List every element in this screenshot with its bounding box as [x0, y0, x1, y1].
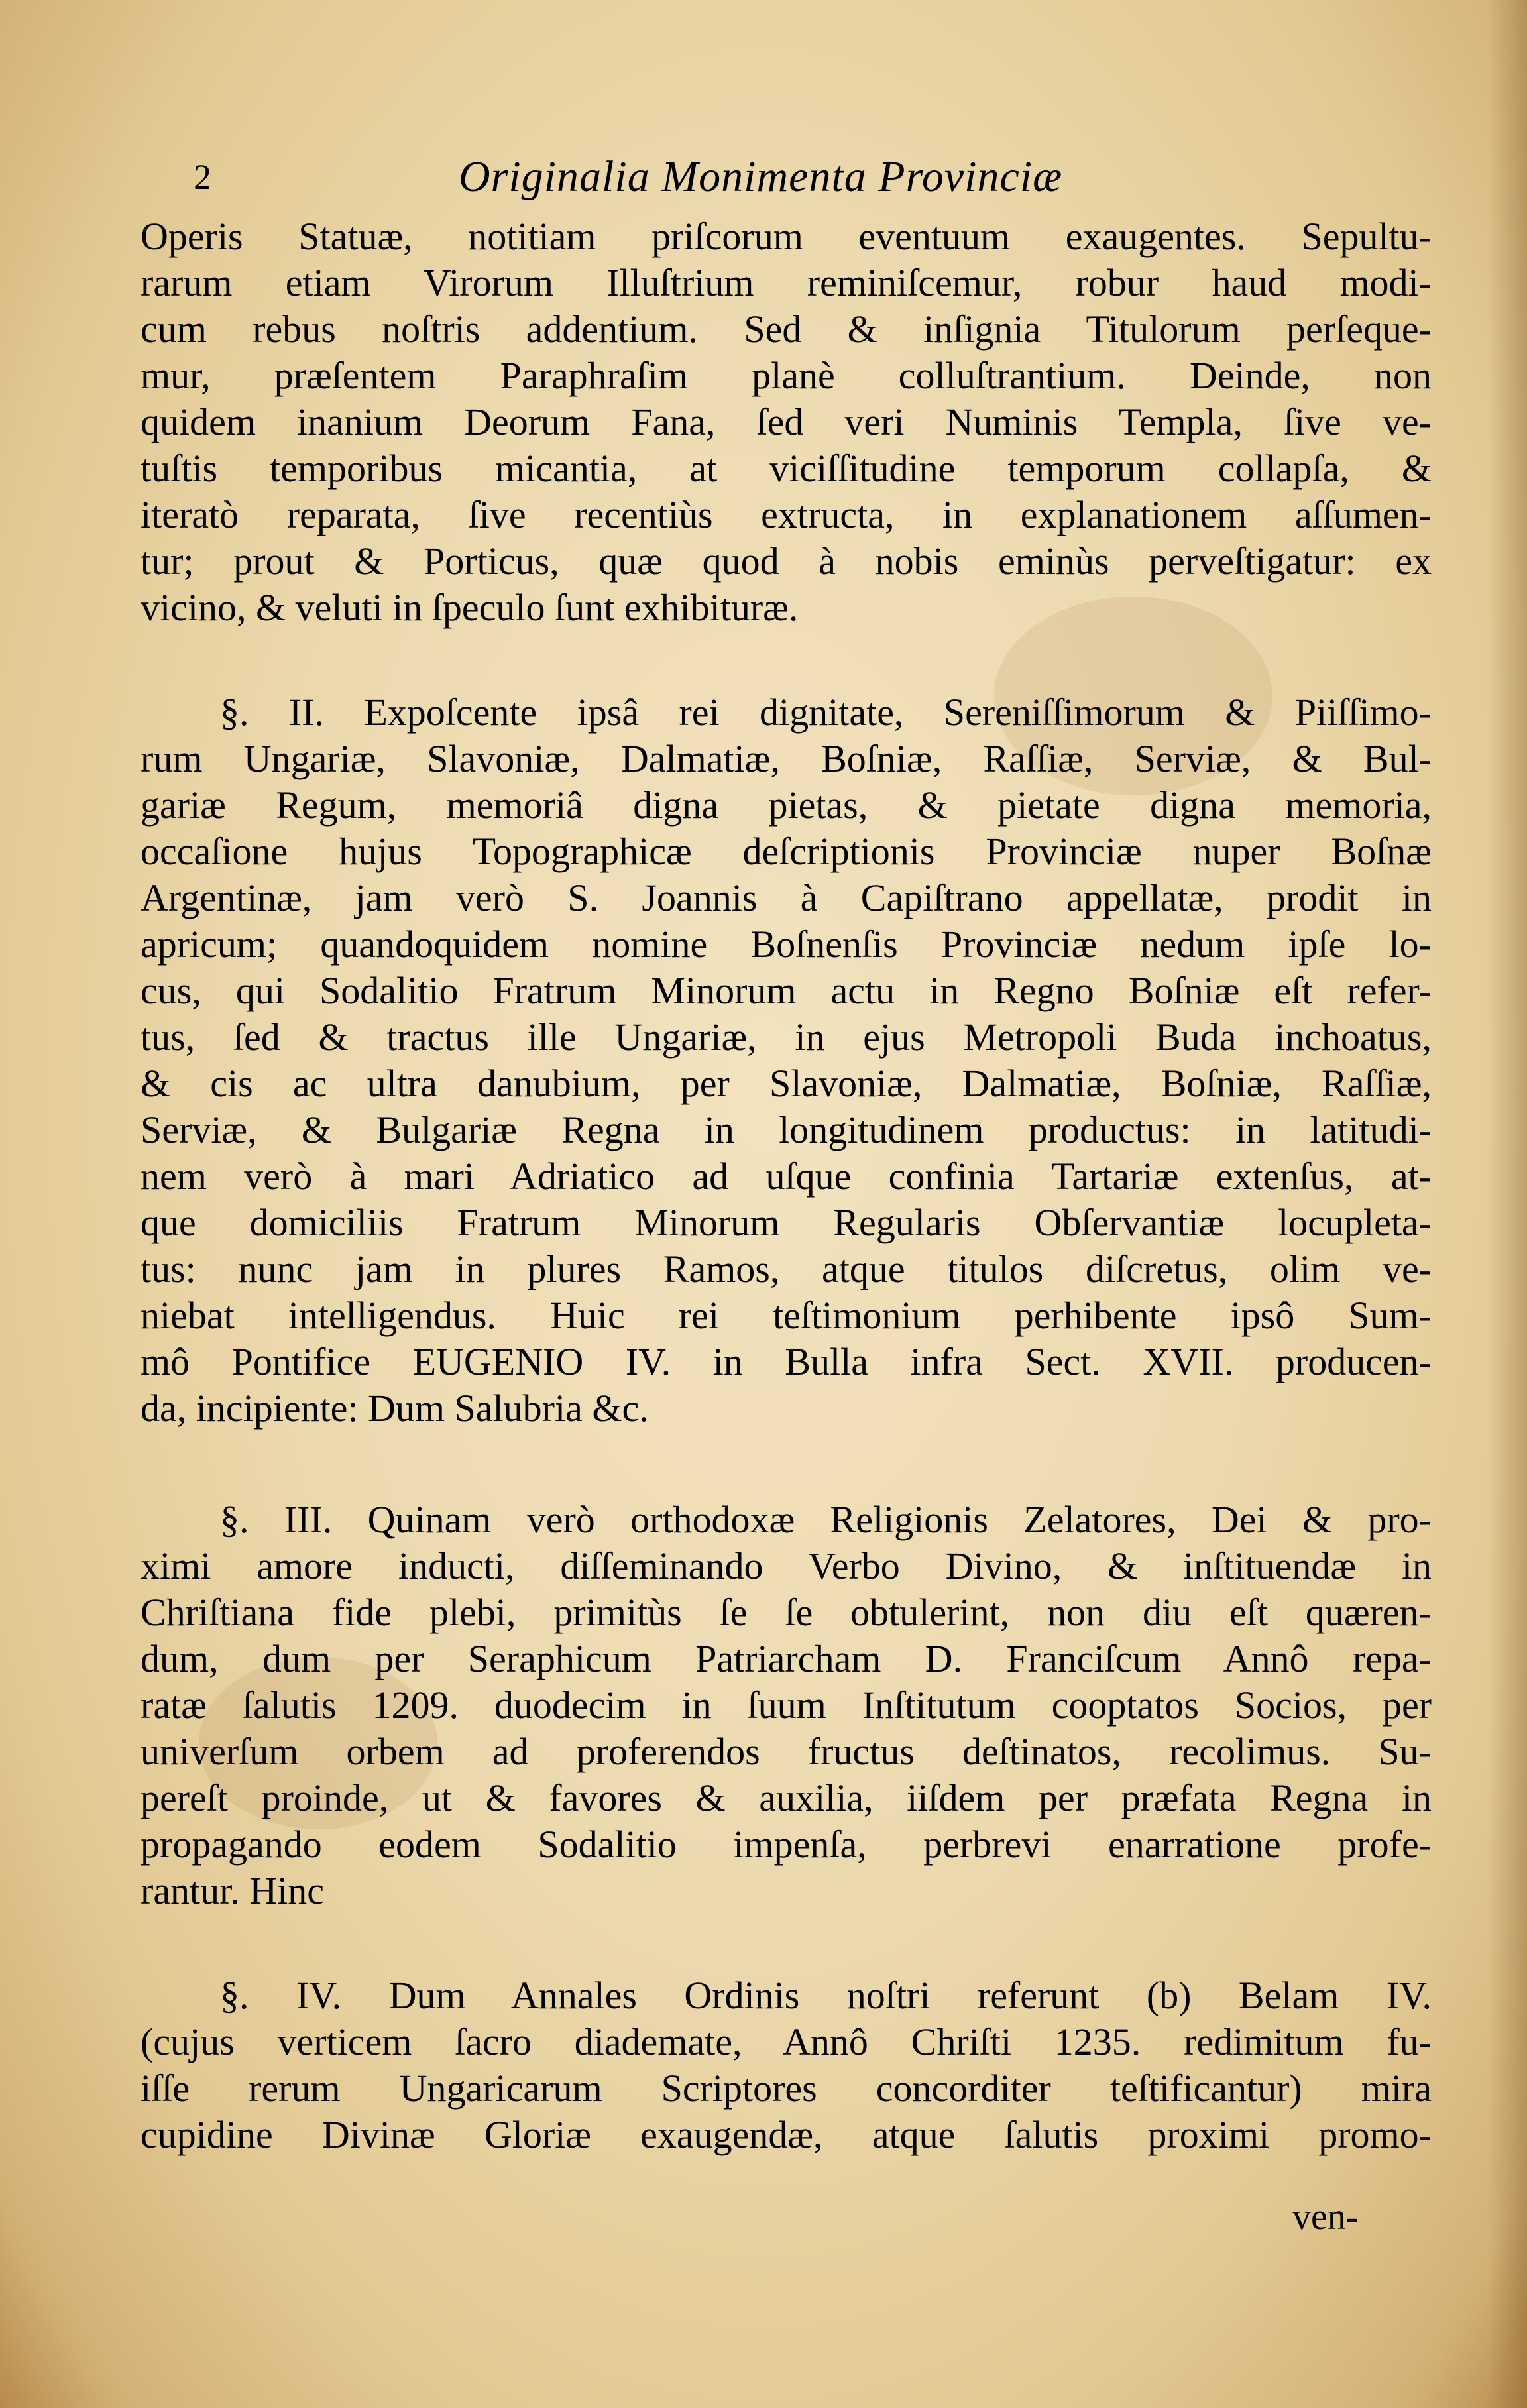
paragraph-1: [141, 213, 1432, 631]
section-ii-paragraph: [141, 689, 1432, 1432]
text-line: cum rebus noſtris addentium. Sed & inſignia Titulorum perſeque-: [141, 308, 1432, 351]
text-line: iteratò reparata, ſive recentiùs extructa, in explanationem aſſumen-: [141, 493, 1432, 536]
text-line: ratæ ſalutis 1209. duodecim in ſuum Inſtitutum cooptatos Socios, per: [141, 1684, 1432, 1727]
text-line: §. III. Quinam verò orthodoxæ Religionis Zelatores, Dei & pro-: [220, 1498, 1432, 1541]
text-line: quidem inanium Deorum Fana, ſed veri Numinis Templa, ſive ve-: [141, 400, 1432, 443]
page-edge-shadow: [1487, 0, 1527, 2408]
text-line: rarum etiam Virorum Illuſtrium reminiſcemur, robur haud modi-: [141, 261, 1432, 304]
text-line: mur, præſentem Paraphraſim planè colluſtrantium. Deinde, non: [141, 354, 1432, 397]
text-line: Argentinæ, jam verò S. Joannis à Capiſtrano appellatæ, prodit in: [141, 876, 1432, 919]
text-line: rum Ungariæ, Slavoniæ, Dalmatiæ, Boſniæ, Raſſiæ, Serviæ, & Bul-: [141, 737, 1432, 780]
text-line: tuſtis temporibus micantia, at viciſſitudine temporum collapſa, &: [141, 447, 1432, 490]
text-line: univerſum orbem ad proferendos fructus deſtinatos, recolimus. Su-: [141, 1730, 1432, 1773]
page-number: 2: [194, 157, 211, 197]
text-line: apricum; quandoquidem nomine Boſnenſis Provinciæ nedum ipſe lo-: [141, 923, 1432, 966]
running-head: Originalia Monimenta Provinciæ: [459, 152, 1063, 201]
text-line: rantur. Hinc: [141, 1869, 325, 1912]
text-line: §. II. Expoſcente ipsâ rei dignitate, Sereniſſimorum & Piiſſimo-: [220, 691, 1432, 734]
text-line: occaſione hujus Topographicæ deſcriptionis Provinciæ nuper Boſnæ: [141, 830, 1432, 873]
text-line: nem verò à mari Adriatico ad uſque confinia Tartariæ extenſus, at-: [141, 1155, 1432, 1198]
section-iii-paragraph: [141, 1497, 1432, 1914]
text-line: gariæ Regum, memoriâ digna pietas, & pietate digna memoria,: [141, 783, 1432, 827]
text-line: propagando eodem Sodalitio impenſa, perbrevi enarratione profe-: [141, 1823, 1432, 1866]
text-line: pereſt proinde, ut & favores & auxilia, iiſdem per præfata Regna in: [141, 1776, 1432, 1819]
text-line: que domiciliis Fratrum Minorum Regularis Obſervantiæ locupleta-: [141, 1201, 1432, 1244]
text-line: mô Pontifice EUGENIO IV. in Bulla infra Sect. XVII. producen-: [141, 1340, 1432, 1383]
text-line: cupidine Divinæ Gloriæ exaugendæ, atque ſalutis proximi promo-: [141, 2113, 1432, 2156]
text-line: tur; prout & Porticus, quæ quod à nobis eminùs perveſtigatur: ex: [141, 540, 1432, 583]
text-line: Operis Statuæ, notitiam priſcorum eventuum exaugentes. Sepultu-: [141, 215, 1432, 258]
catchword: ven-: [1292, 2197, 1359, 2238]
text-line: dum, dum per Seraphicum Patriarcham D. Franciſcum Annô repa-: [141, 1637, 1432, 1680]
text-line: Serviæ, & Bulgariæ Regna in longitudinem productus: in latitudi-: [141, 1108, 1432, 1151]
text-line: Chriſtiana fide plebi, primitùs ſe ſe obtulerint, non diu eſt quæren-: [141, 1591, 1432, 1634]
text-line: vicino, & veluti in ſpeculo ſunt exhibituræ.: [141, 586, 799, 629]
text-line: §. IV. Dum Annales Ordinis noſtri referunt (b) Belam IV.: [220, 1974, 1432, 2017]
text-line: (cujus verticem ſacro diademate, Annô Chriſti 1235. redimitum fu-: [141, 2020, 1432, 2063]
text-line: niebat intelligendus. Huic rei teſtimonium perhibente ipsô Sum-: [141, 1294, 1432, 1337]
page-header: [194, 147, 1386, 207]
text-line: iſſe rerum Ungaricarum Scriptores concorditer teſtificantur) mira: [141, 2067, 1432, 2110]
text-line: tus, ſed & tractus ille Ungariæ, in ejus Metropoli Buda inchoatus,: [141, 1015, 1432, 1059]
text-line: tus: nunc jam in plures Ramos, atque titulos diſcretus, olim ve-: [141, 1247, 1432, 1290]
text-line: ximi amore inducti, diſſeminando Verbo Divino, & inſtituendæ in: [141, 1544, 1432, 1587]
text-line: da, incipiente: Dum Salubria &c.: [141, 1387, 649, 1430]
section-iv-paragraph: [141, 1973, 1432, 2158]
text-line: & cis ac ultra danubium, per Slavoniæ, Dalmatiæ, Boſniæ, Raſſiæ,: [141, 1062, 1432, 1105]
text-line: cus, qui Sodalitio Fratrum Minorum actu in Regno Boſniæ eſt refer-: [141, 969, 1432, 1012]
